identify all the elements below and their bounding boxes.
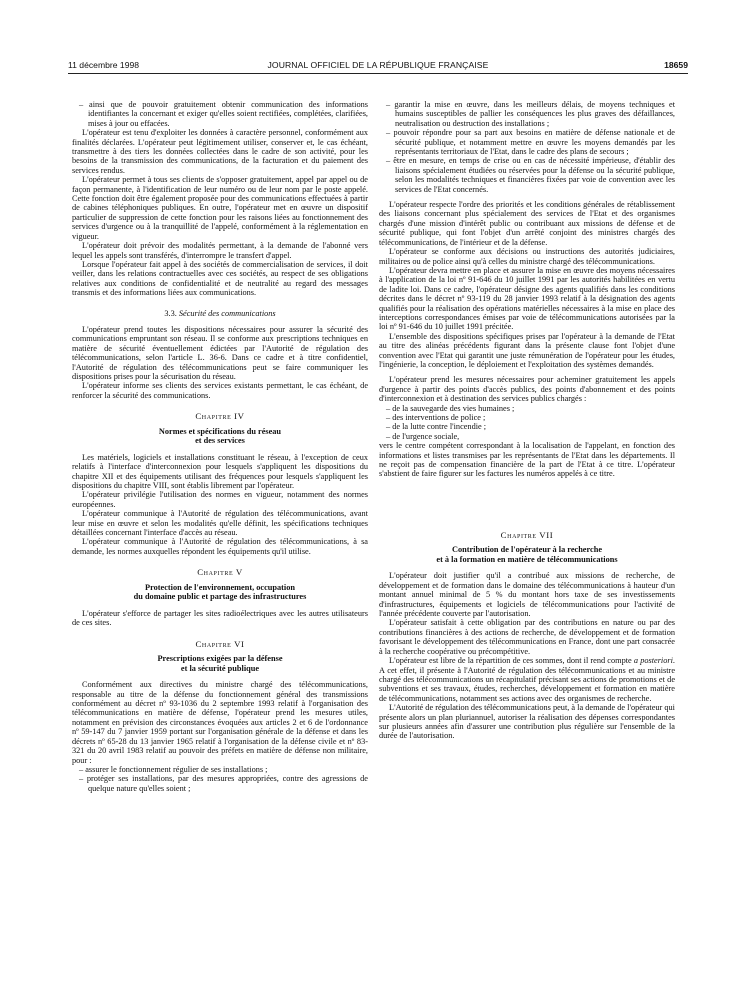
chapter-title-line: et des services <box>195 436 245 446</box>
paragraph: L'opérateur satisfait à cette obligation par des contributions en nature ou par des contributions financières à des actions de recherche, de développement et de formation favorisant le développement des télécommunications en France, dont une part consacrée à la recherche coopérative ou précompétitive. <box>379 618 675 656</box>
right-column <box>379 100 675 741</box>
page-number: 18659 <box>664 60 688 70</box>
list-item: – des interventions de police ; <box>386 413 486 422</box>
paragraph: L'opérateur est tenu d'exploiter les données à caractère personnel, conformément aux finalités déclarées. L'opérateur peut légitimement utiliser, conserver et, le cas échéant, transmettre à des tiers les données collectées dans le cadre de son activité, pour les besoins de la transmission des communications, de la facturation et du paiement des services rendus. <box>72 128 368 175</box>
list-item: – protéger ses installations, par des mesures appropriées, contre des agressions de quelque nature qu'elles soient ; <box>79 774 368 793</box>
paragraph: L'opérateur respecte l'ordre des priorités et les conditions générales de rétablissement des liaisons concernant plus spécialement des services de l'Etat et des organismes chargés d'une mission d'intérêt public ou contribuant aux missions de défense et de sécurité publique, qui font l'objet d'un arrêté conjoint des ministres chargés des télécommunications, de l'intérieur et de la défense. <box>379 200 675 247</box>
chapter-heading-v: Chapitre V <box>197 567 243 578</box>
list-item: – ainsi que de pouvoir gratuitement obtenir communication des informations identifiantes la concernant et exiger qu'elles soient rectifiées, complétées, clarifiées, mises à jour ou effacées. <box>79 100 368 128</box>
paragraph: vers le centre compétent correspondant à la localisation de l'appelant, en fonction des informations et listes transmises par les représentants de l'Etat dans les départements. Il ne reçoit pas de compensation financière de la part de l'Etat à ce titre. L'opérateur s'abstient de faire figurer sur les factures les numéros appelés à ce titre. <box>379 441 675 479</box>
chapter-title-v <box>72 583 368 602</box>
list-item: – de l'urgence sociale, <box>386 431 460 441</box>
paragraph: L'opérateur devra mettre en place et assurer la mise en œuvre des moyens nécessaires à l'application de la loi nº 91-646 du 10 juillet 1991 par les autorités habilitées en vertu de ladite loi. Dans ce cadre, l'opérateur désigne des agents qualifiés dans les conditions décrites dans le décret nº 93-119 du 28 janvier 1993 relatif à la désignation des agents qualifiés pour la réalisation des opérations matérielles nécessaires à la mise en place des interceptions correspondances émises par voie de télécommunications autorisées par la loi nº 91-646 du 10 juillet 1991 précitée. <box>379 265 675 332</box>
paragraph: L'opérateur prend les mesures nécessaires pour acheminer gratuitement les appels d'urgence à partir des points d'accès publics, des points d'abonnement et des points d'interconnexion et à destination des services publics chargés : <box>379 375 675 404</box>
list-item: – de la sauvegarde des vies humaines ; <box>386 403 515 413</box>
list-item: – de la lutte contre l'incendie ; <box>386 422 487 432</box>
chapter-title-vi <box>72 654 368 673</box>
chapter-heading-iv: Chapitre IV <box>195 411 245 422</box>
chapter-title-iv <box>72 427 368 446</box>
paragraph: L'opérateur se conforme aux décisions ou instructions des autorités judiciaires, militaires ou de police ainsi qu'à celles du ministre chargé des télécommunications. <box>379 247 675 266</box>
chapter-title-line: Contribution de l'opérateur à la recherche <box>451 545 603 555</box>
spacer <box>379 479 675 519</box>
paragraph: L'opérateur communique à l'Autorité de régulation des télécommunications, avant leur mise en œuvre et selon les modalités qu'elle définit, les spécifications techniques détaillées concernant l'interface d'accès au réseau. <box>72 509 368 538</box>
text-run: L'opérateur est libre de la répartition de ces sommes, dont il rend compte <box>389 656 634 666</box>
chapter-title-line: Prescriptions exigées par la défense <box>157 654 283 664</box>
list-item: – garantir la mise en œuvre, dans les meilleurs délais, de moyens techniques et humains susceptibles de pallier les conséquences les plus graves des défaillances, neutralisation ou destruction des installations ; <box>386 100 675 128</box>
list-item: – assurer le fonctionnement régulier de ses installations ; <box>79 764 268 774</box>
paragraph: L'Autorité de régulation des télécommunications peut, à la demande de l'opérateur qui présente alors un plan pluriannuel, autoriser la réalisation des dépenses correspondantes sur plusieurs années afin d'assurer une contribution plus régulière sur l'ensemble de la durée de l'autorisation. <box>379 703 675 741</box>
paragraph: L'opérateur informe ses clients des services existants permettant, le cas échéant, de renforcer la sécurité des communications. <box>72 381 368 400</box>
chapter-heading-vi: Chapitre VI <box>195 638 245 649</box>
chapter-title-line: Normes et spécifications du réseau <box>158 426 282 436</box>
paragraph: Les matériels, logiciels et installations constituant le réseau, à l'exception de ceux relatifs à l'interface d'interconnexion pour lesquels s'appliquent les dispositions du chapitre XII et des équipements utilisant des fréquences pour lesquels s'appliquent les dispositions du chapitre VIII, sont établis librement par l'opérateur. <box>72 452 368 490</box>
paragraph: L'opérateur doit prévoir des modalités permettant, à la demande de l'abonné vers lequel les appels sont transférés, d'interrompre le transfert d'appel. <box>72 241 368 260</box>
paragraph: L'opérateur doit justifier qu'il a contribué aux missions de recherche, de développement et de formation dans le domaine des télécommunications à hauteur d'un montant annuel minimal de 5 % du montant hors taxe de ses investissements d'infrastructures, équipements et logiciels de télécommunications pour l'activité de l'année précédente couverte par l'autorisation. <box>379 571 675 619</box>
italic-text: a posteriori <box>633 656 673 666</box>
header-rule <box>68 73 688 74</box>
section-title: Sécurité des communications <box>178 308 276 318</box>
paragraph: L'opérateur permet à tous ses clients de s'opposer gratuitement, appel par appel ou de façon permanente, à l'identification de leur numéro ou de leur nom par le poste appelé. Cette fonction doit être également proposée pour des communications effectuées à partir de cabines téléphoniques publiques. En outre, l'opérateur met en œuvre un dispositif particulier de suppression de cette fonction pour les raisons liées au fonctionnement des services d'urgence ou à la tranquillité de l'appelé, conformément à la réglementation en vigueur. <box>72 175 368 241</box>
chapter-title-line: Protection de l'environnement, occupation <box>145 582 295 592</box>
text-run: . A cet effet, il présente à l'Autorité de régulation des télécommunications et au ministre chargé des télécommunications un récapitulatif précisant ses actions de promotions et de subventions et ses travaux, études, recherches, développement et formation en matière de télécommunications, notamment ses actions avec des organismes de recherche. <box>379 656 675 703</box>
chapter-title-line: du domaine public et partage des infrastructures <box>133 592 307 602</box>
paragraph: L'ensemble des dispositions spécifiques prises par l'opérateur à la demande de l'Etat au titre des alinéas précédents figurant dans la présente clause font l'objet d'une convention avec l'Etat qui garantit une juste rémunération de l'opérateur pour les études, l'ingénierie, la conception, le déploiement et l'exploitation des systèmes demandés. <box>379 331 675 369</box>
paragraph: L'opérateur privilégie l'utilisation des normes en vigueur, notamment des normes européennes. <box>72 490 368 509</box>
left-column <box>72 100 368 793</box>
paragraph: L'opérateur s'efforce de partager les sites radioélectriques avec les autres utilisateurs de ces sites. <box>72 608 368 628</box>
journal-title: JOURNAL OFFICIEL DE LA RÉPUBLIQUE FRANÇAISE <box>267 60 489 70</box>
list-item: – être en mesure, en temps de crise ou en cas de nécessité impérieuse, d'établir des liaisons spécialement étudiées ou réservées pour la défense ou la sécurité publique, selon les modalités techniques et financières fixées par voie de convention avec les services de l'Etat concernés. <box>386 156 675 194</box>
issue-date: 11 décembre 1998 <box>68 60 140 70</box>
paragraph: Conformément aux directives du ministre chargé des télécommunications, responsable au titre de la défense du fonctionnement général des transmissions conformément au décret nº 93-1036 du 2 septembre 1993 relatif à l'organisation des télécommunications en matière de défense, l'opérateur prend les mesures utiles, notamment en prévision des circonstances évoquées aux articles 2 et 6 de l'ordonnance nº 59-147 du 7 janvier 1959 portant sur l'organisation générale de la défense et dans les décrets nº 65-28 du 13 janvier 1965 relatif à l'organisation de la défense civile et nº 83-321 du 20 avril 1983 relatif au pouvoir des préfets en matière de défense non militaire, pour : <box>72 680 368 765</box>
list-item: – pouvoir répondre pour sa part aux besoins en matière de défense nationale et de sécurité publique, et notamment mettre en œuvre les moyens demandés par les représentants territoriaux de l'Etat, dans le cadre des plans de secours ; <box>386 128 675 157</box>
paragraph: Lorsque l'opérateur fait appel à des sociétés de commercialisation de services, il doit veiller, dans les relations contractuelles avec ces sociétés, au respect de ses obligations relatives aux conditions de confidentialité et de neutralité au regard des messages transmis et des informations liées aux communications. <box>72 259 368 298</box>
section-number: 3.3. <box>164 308 177 318</box>
paragraph: L'opérateur communique à l'Autorité de régulation des télécommunications, à sa demande, les normes auxquelles répondent les équipements qu'il utilise. <box>72 537 368 556</box>
section-heading-3-3 <box>72 309 368 318</box>
chapter-title-line: et à la formation en matière de télécommunications <box>436 554 618 564</box>
chapter-title-line: et la sécurité publique <box>180 663 260 673</box>
paragraph: L'opérateur prend toutes les dispositions nécessaires pour assurer la sécurité des communications empruntant son réseau. Il se conforme aux prescriptions techniques en matière de sécurité éventuellement édictées par l'Autorité de régulation des télécommunications, selon l'article L. 36-6. Dans ce cadre et à titre confidentiel, l'Autorité de régulation des télécommunications peut se faire communiquer les dispositions prises pour la sécurisation du réseau. <box>72 324 368 381</box>
paragraph <box>379 656 675 703</box>
chapter-heading-vii: Chapitre VII <box>500 529 554 540</box>
page-header <box>68 60 688 74</box>
chapter-title-vii <box>379 545 675 564</box>
